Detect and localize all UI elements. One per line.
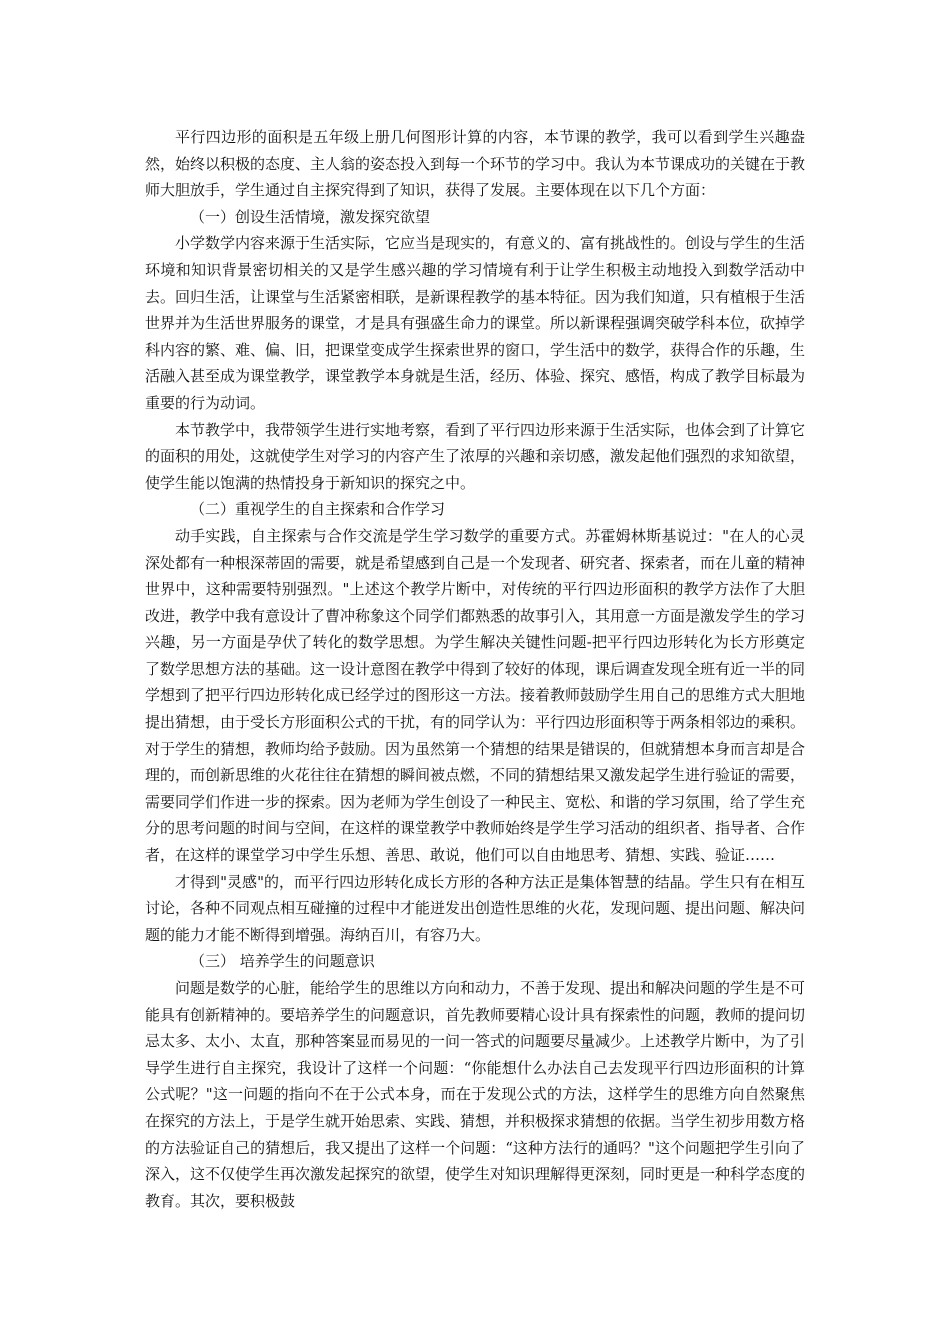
body-paragraph: 本节教学中，我带领学生进行实地考察，看到了平行四边形来源于生活实际，也体会到了计算它的面积的用处，这就使学生对学习的内容产生了浓厚的兴趣和亲切感，激发起他们强烈的求知欲望，使学生能以饱满的热情投身于新知识的探究之中。 xyxy=(145,420,806,492)
section-heading-1: （一）创设生活情境，激发探究欲望 xyxy=(190,207,431,226)
section-heading-2: （二）重视学生的自主探索和合作学习 xyxy=(190,500,446,519)
document-body xyxy=(145,124,805,1214)
body-paragraph: 动手实践，自主探索与合作交流是学生学习数学的重要方式。苏霍姆林斯基说过："在人的心灵深处都有一种根深蒂固的需要，就是希望感到自己是一个发现者、研究者、探索者，而在儿童的精神世界中，这种需要特别强烈。"上述这个教学片断中，对传统的平行四边形面积的教学方法作了大胆改进，教学中我有意设计了曹冲称象这个同学们都熟悉的故事引入，其用意一方面是激发学生的学习兴趣，另一方面是孕伏了转化的数学思想。为学生解决关键性问题-把平行四边形转化为长方形奠定了数学思想方法的基础。这一设计意图在教学中得到了较好的体现，课后调查发现全班有近一半的同学想到了把平行四边形转化成已经学过的图形这一方法。接着教师鼓励学生用自己的思维方式大胆地提出猜想，由于受长方形面积公式的干扰，有的同学认为：平行四边形面积等于两条相邻边的乘积。对于学生的猜想，教师均给予鼓励。因为虽然第一个猜想的结果是错误的，但就猜想本身而言却是合理的，而创新思维的火花往往在猜想的瞬间被点燃，不同的猜想结果又激发起学生进行验证的需要，需要同学们作进一步的探索。因为老师为学生创设了一种民主、宽松、和谐的学习氛围，给了学生充分的思考问题的时间与空间，在这样的课堂教学中教师始终是学生学习活动的组织者、指导者、合作者，在这样的课堂学习中学生乐想、善思、敢说，他们可以自由地思考、猜想、实践、验证…… xyxy=(145,526,806,865)
body-paragraph: 才得到"灵感"的，而平行四边形转化成长方形的各种方法正是集体智慧的结晶。学生只有在相互讨论，各种不同观点相互碰撞的过程中才能迸发出创造性思维的火花，发现问题、提出问题、解决问题的能力才能不断得到增强。海纳百川，有容乃大。 xyxy=(145,872,806,944)
intro-paragraph: 平行四边形的面积是五年级上册几何图形计算的内容，本节课的教学，我可以看到学生兴趣盎然，始终以积极的态度、主人翁的姿态投入到每一个环节的学习中。我认为本节课成功的关键在于教师大胆放手，学生通过自主探究得到了知识，获得了发展。主要体现在以下几个方面： xyxy=(145,128,806,200)
body-paragraph: 小学数学内容来源于生活实际，它应当是现实的，有意义的、富有挑战性的。创设与学生的生活环境和知识背景密切相关的又是学生感兴趣的学习情境有利于让学生积极主动地投入到数学活动中去。回归生活，让课堂与生活紧密相联，是新课程教学的基本特征。因为我们知道，只有植根于生活世界并为生活世界服务的课堂，才是具有强盛生命力的课堂。所以新课程强调突破学科本位，砍掉学科内容的繁、难、偏、旧，把课堂变成学生探索世界的窗口，学生活中的数学，获得合作的乐趣，生活融入甚至成为课堂教学，课堂教学本身就是生活，经历、体验、探究、感悟，构成了教学目标最为重要的行为动词。 xyxy=(145,234,806,412)
section-heading-3: （三） 培养学生的问题意识 xyxy=(190,952,375,971)
body-paragraph: 问题是数学的心脏，能给学生的思维以方向和动力，不善于发现、提出和解决问题的学生是不可能具有创新精神的。要培养学生的问题意识，首先教师要精心设计具有探索性的问题，教师的提问切忌太多、太小、太直，那种答案显而易见的一问一答式的问题要尽量减少。上述教学片断中，为了引导学生进行自主探究，我设计了这样一个问题：“你能想什么办法自己去发现平行四边形面积的计算公式呢？"这一问题的指向不在于公式本身，而在于发现公式的方法，这样学生的思维方向自然聚焦在探究的方法上，于是学生就开始思索、实践、猜想，并积极探求猜想的依据。当学生初步用数方格的方法验证自己的猜想后，我又提出了这样一个问题：“这种方法行的通吗？"这个问题把学生引向了深入，这不仅使学生再次激发起探究的欲望，使学生对知识理解得更深刻，同时更是一种科学态度的教育。其次，要积极鼓 xyxy=(145,979,806,1210)
